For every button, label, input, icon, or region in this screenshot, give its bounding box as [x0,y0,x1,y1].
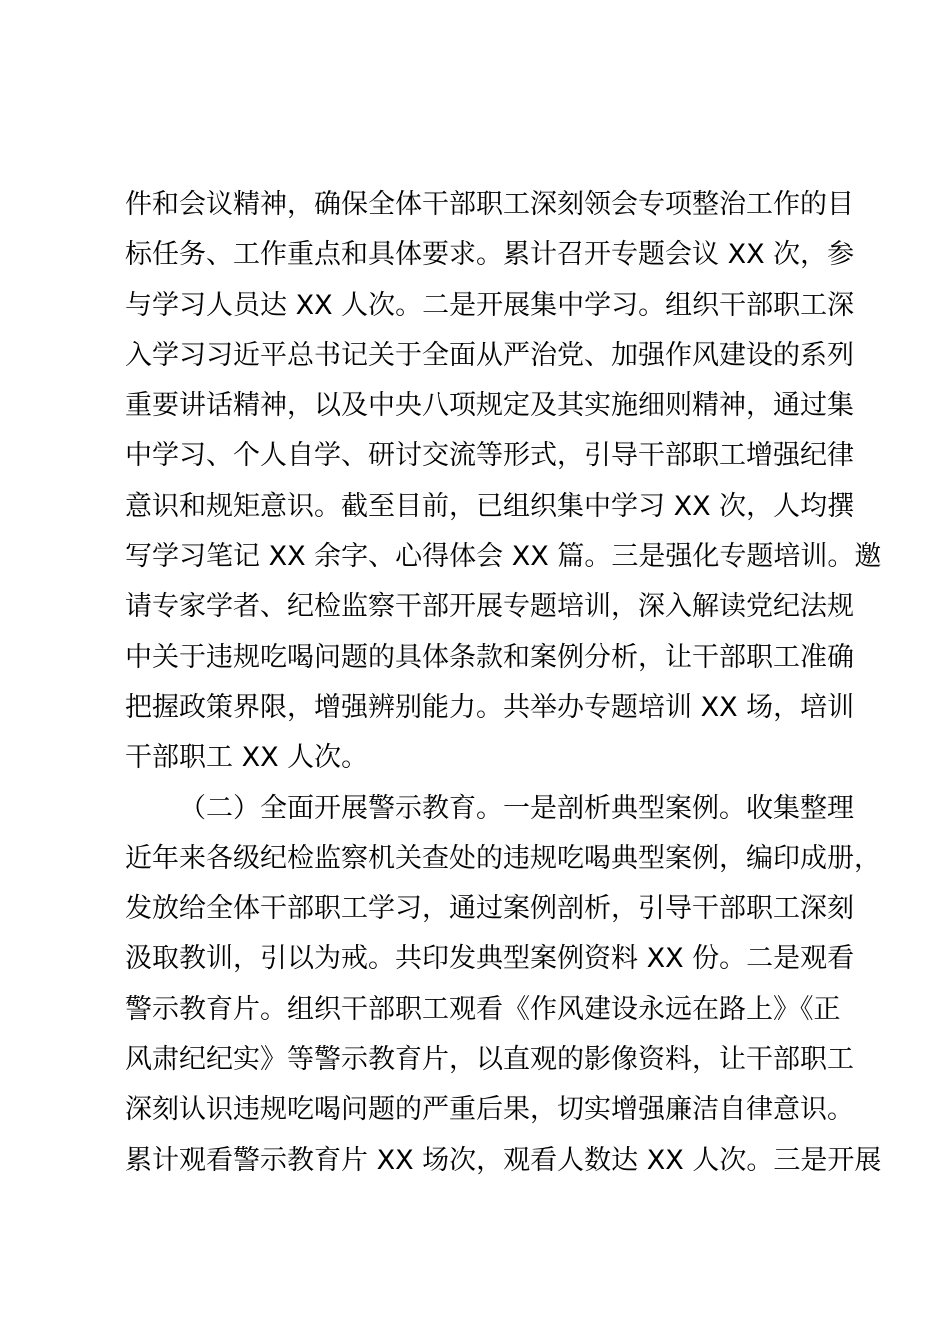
paragraph-line: 中学习、个人自学、研讨交流等形式，引导干部职工增强纪律 [125,440,854,472]
paragraph-line: 风肃纪纪实》等警示教育片，以直观的影像资料，让干部职工 [125,1044,854,1076]
paragraph-line: 把握政策界限，增强辨别能力。共举办专题培训 XX 场，培训 [125,691,855,723]
paragraph-line: 汲取教训，引以为戒。共印发典型案例资料 XX 份。二是观看 [125,943,855,975]
paragraph-line: 近年来各级纪检监察机关查处的违规吃喝典型案例，编印成册， [125,842,881,874]
body-text [125,180,882,1186]
paragraph-line: 意识和规矩意识。截至目前，已组织集中学习 XX 次，人均撰 [125,490,855,522]
paragraph-line: 写学习笔记 XX 余字、心得体会 XX 篇。三是强化专题培训。邀 [125,541,882,573]
paragraph-line: 深刻认识违规吃喝问题的严重后果，切实增强廉洁自律意识。 [125,1094,854,1126]
paragraph-line: 标任务、工作重点和具体要求。累计召开专题会议 XX 次，参 [125,239,855,271]
paragraph-line: 累计观看警示教育片 XX 场次，观看人数达 XX 人次。三是开展 [125,1144,882,1176]
paragraph-line: 警示教育片。组织干部职工观看《作风建设永远在路上》《正 [125,993,841,1025]
paragraph-line: 入学习习近平总书记关于全面从严治党、加强作风建设的系列 [125,339,854,371]
paragraph-line-heading: （二）全面开展警示教育。一是剖析典型案例。收集整理 [179,792,854,824]
paragraph-line: 重要讲话精神，以及中央八项规定及其实施细则精神，通过集 [125,390,854,422]
paragraph-line: 件和会议精神，确保全体干部职工深刻领会专项整治工作的目 [125,189,854,220]
paragraph-line: 干部职工 XX 人次。 [125,742,369,774]
paragraph-line: 请专家学者、纪检监察干部开展专题培训，深入解读党纪法规 [125,591,854,623]
paragraph-line: 发放给全体干部职工学习，通过案例剖析，引导干部职工深刻 [125,893,854,925]
paragraph-line: 中关于违规吃喝问题的具体条款和案例分析，让干部职工准确 [125,641,854,673]
paragraph-line: 与学习人员达 XX 人次。二是开展集中学习。组织干部职工深 [125,289,855,321]
